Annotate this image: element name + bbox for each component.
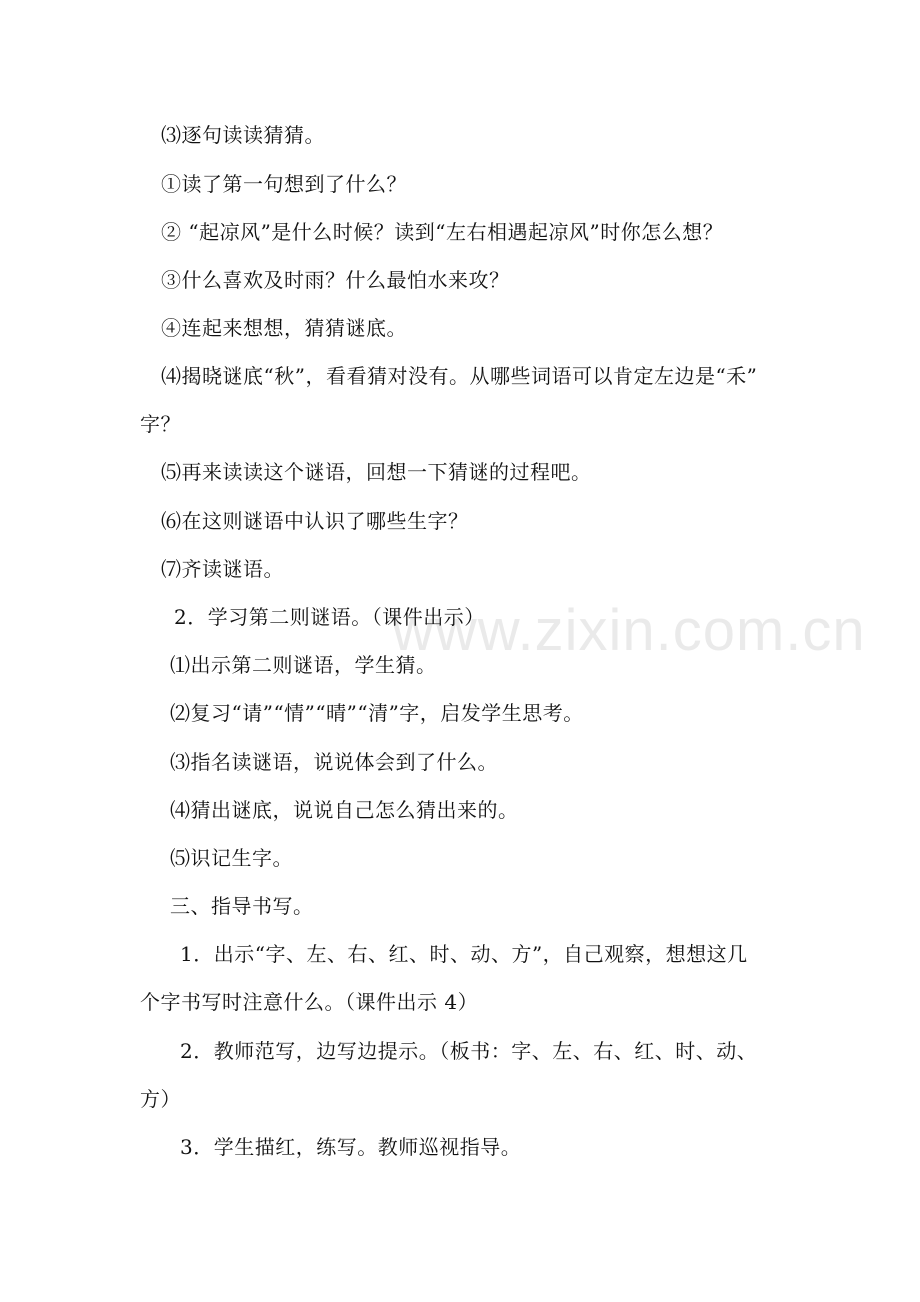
text-line-6: ⑷揭晓谜底“秋”，看看猜对没有。从哪些词语可以肯定左边是“禾”	[161, 364, 758, 388]
text-line-7: 字？	[140, 412, 181, 436]
text-line-11: 2．学习第二则谜语。（课件出示）	[174, 605, 485, 629]
text-line-15: ⑷猜出谜底，说说自己怎么猜出来的。	[170, 798, 519, 822]
text-line-13: ⑵复习“请”“情”“晴”“清”字，启发学生思考。	[170, 701, 584, 725]
text-line-1: ⑶逐句读读猜猜。	[161, 123, 325, 147]
text-line-2: ①读了第一句想到了什么？	[161, 172, 407, 196]
text-line-14: ⑶指名读谜语，说说体会到了什么。	[170, 750, 498, 774]
text-line-5: ④连起来想想，猜猜谜底。	[161, 316, 407, 340]
text-line-16: ⑸识记生字。	[170, 846, 293, 870]
text-line-18: 1．出示“字、左、右、红、时、动、方”，自己观察，想想这几	[180, 942, 748, 966]
text-line-8: ⑸再来读读这个谜语，回想一下猜谜的过程吧。	[161, 460, 592, 484]
text-line-9: ⑹在这则谜语中认识了哪些生字？	[161, 509, 469, 533]
watermark-text: www.zixin.com.cn	[392, 598, 866, 663]
text-line-12: ⑴出示第二则谜语，学生猜。	[170, 653, 437, 677]
text-line-20: 2．教师范写，边写边提示。（板书：字、左、右、红、时、动、	[180, 1039, 758, 1063]
text-line-17: 三、指导书写。	[170, 894, 314, 918]
text-line-3: ② “起凉风”是什么时候？读到“左右相遇起凉风”时你怎么想？	[161, 220, 724, 244]
text-line-10: ⑺齐读谜语。	[161, 557, 284, 581]
text-line-22: 3．学生描红，练写。教师巡视指导。	[180, 1135, 522, 1159]
text-line-21: 方）	[140, 1087, 181, 1111]
text-line-19: 个字书写时注意什么。（课件出示 4）	[140, 990, 479, 1014]
text-line-4: ③什么喜欢及时雨？什么最怕水来攻？	[161, 268, 510, 292]
